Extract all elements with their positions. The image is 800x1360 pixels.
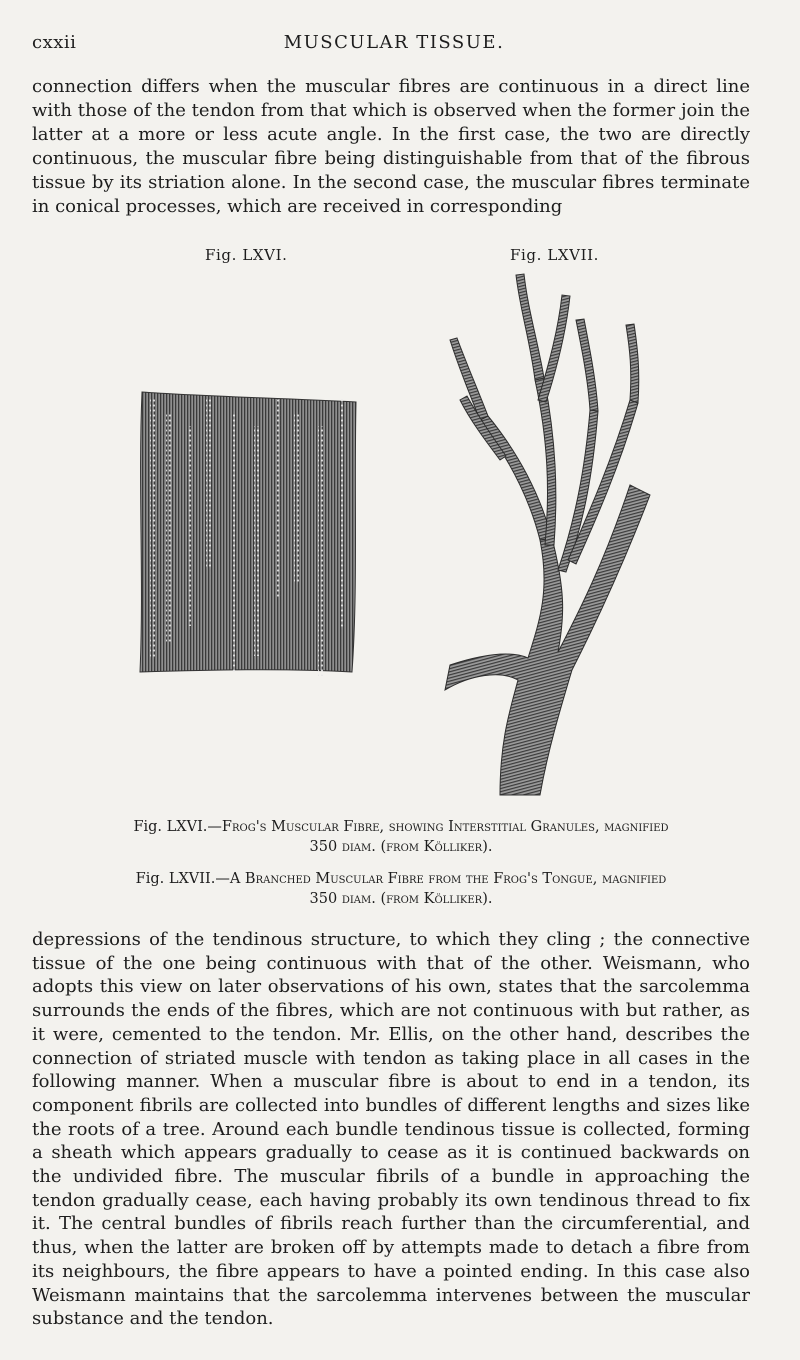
granule-column (188, 426, 193, 626)
caption-66-main: Frog's Muscular Fibre, showing Interstitial Granules, magnified (221, 819, 669, 835)
branched-fibre-illustration (440, 270, 660, 800)
granule-column (254, 426, 259, 656)
page-number: cxxii (32, 32, 77, 53)
paragraph-main: depressions of the tendinous structure, to which they cling ; the connective tissue of the one being continuous with that of the other. Weismann, who adopts this view on later observations of his own, states that the sarcolemma surrounds the ends of the fibres, which are not continuous with but rather, as it were, cemented to the tendon. Mr. Ellis, on the other hand, describes the connection of striated muscle with tendon as taking place in all cases in the following manner. When a muscular fibre is about to end in a tendon, its component fibrils are collected into bundles of different lengths and sizes like the roots of a tree. Around each bundle tendinous tissue is collected, forming a sheath which appears gradually to cease as it is continued backwards on the undivided fibre. The muscular fibrils of a bundle in approaching the tendon gradually cease, each having probably its own tendinous thread to fix it. The central bundles of fibrils reach further than the circumferential, and thus, when the latter are broken off by attempts made to detach a fibre from its neighbours, the fibre appears to have a pointed ending. In this case also Weismann maintains that the sarcolemma intervenes between the muscular substance and the tendon. (32, 929, 750, 1330)
caption-66-tail: 350 diam. (from Kölliker). (309, 839, 493, 855)
granule-column (232, 412, 237, 672)
granule-column (206, 398, 211, 568)
caption-66-lead: Fig. LXVI.— (133, 819, 222, 835)
running-title: MUSCULAR TISSUE. (283, 32, 505, 53)
granule-column (294, 412, 299, 582)
figure-66-label: Fig. LXVI. (205, 246, 288, 264)
granule-column (150, 398, 155, 658)
granule-column (340, 398, 345, 628)
figure-66-caption (36, 817, 766, 857)
caption-67-lead: Fig. LXVII.— (135, 871, 230, 887)
caption-67-main: A Branched Muscular Fibre from the Frog's Tongue, magnified (229, 871, 667, 887)
figure-67-caption (36, 869, 766, 909)
caption-67-tail: 350 diam. (from Kölliker). (309, 891, 493, 907)
muscular-fibre-illustration (136, 388, 362, 676)
granule-column (276, 398, 281, 598)
granule-column (166, 412, 171, 642)
figure-67-label: Fig. LXVII. (510, 246, 600, 264)
granule-column (318, 426, 323, 676)
running-head (28, 30, 760, 58)
paragraph-continued: connection differs when the muscular fibres are continuous in a direct line with those of the tendon from that which is observed when the former join the latter at a more or less acute angle. In the first case, the two are directly continuous, the muscular fibre being distinguishable from that of the fibrous tissue by its striation alone. In the second case, the muscular fibres terminate in conical processes, which are received in corresponding (32, 76, 750, 217)
